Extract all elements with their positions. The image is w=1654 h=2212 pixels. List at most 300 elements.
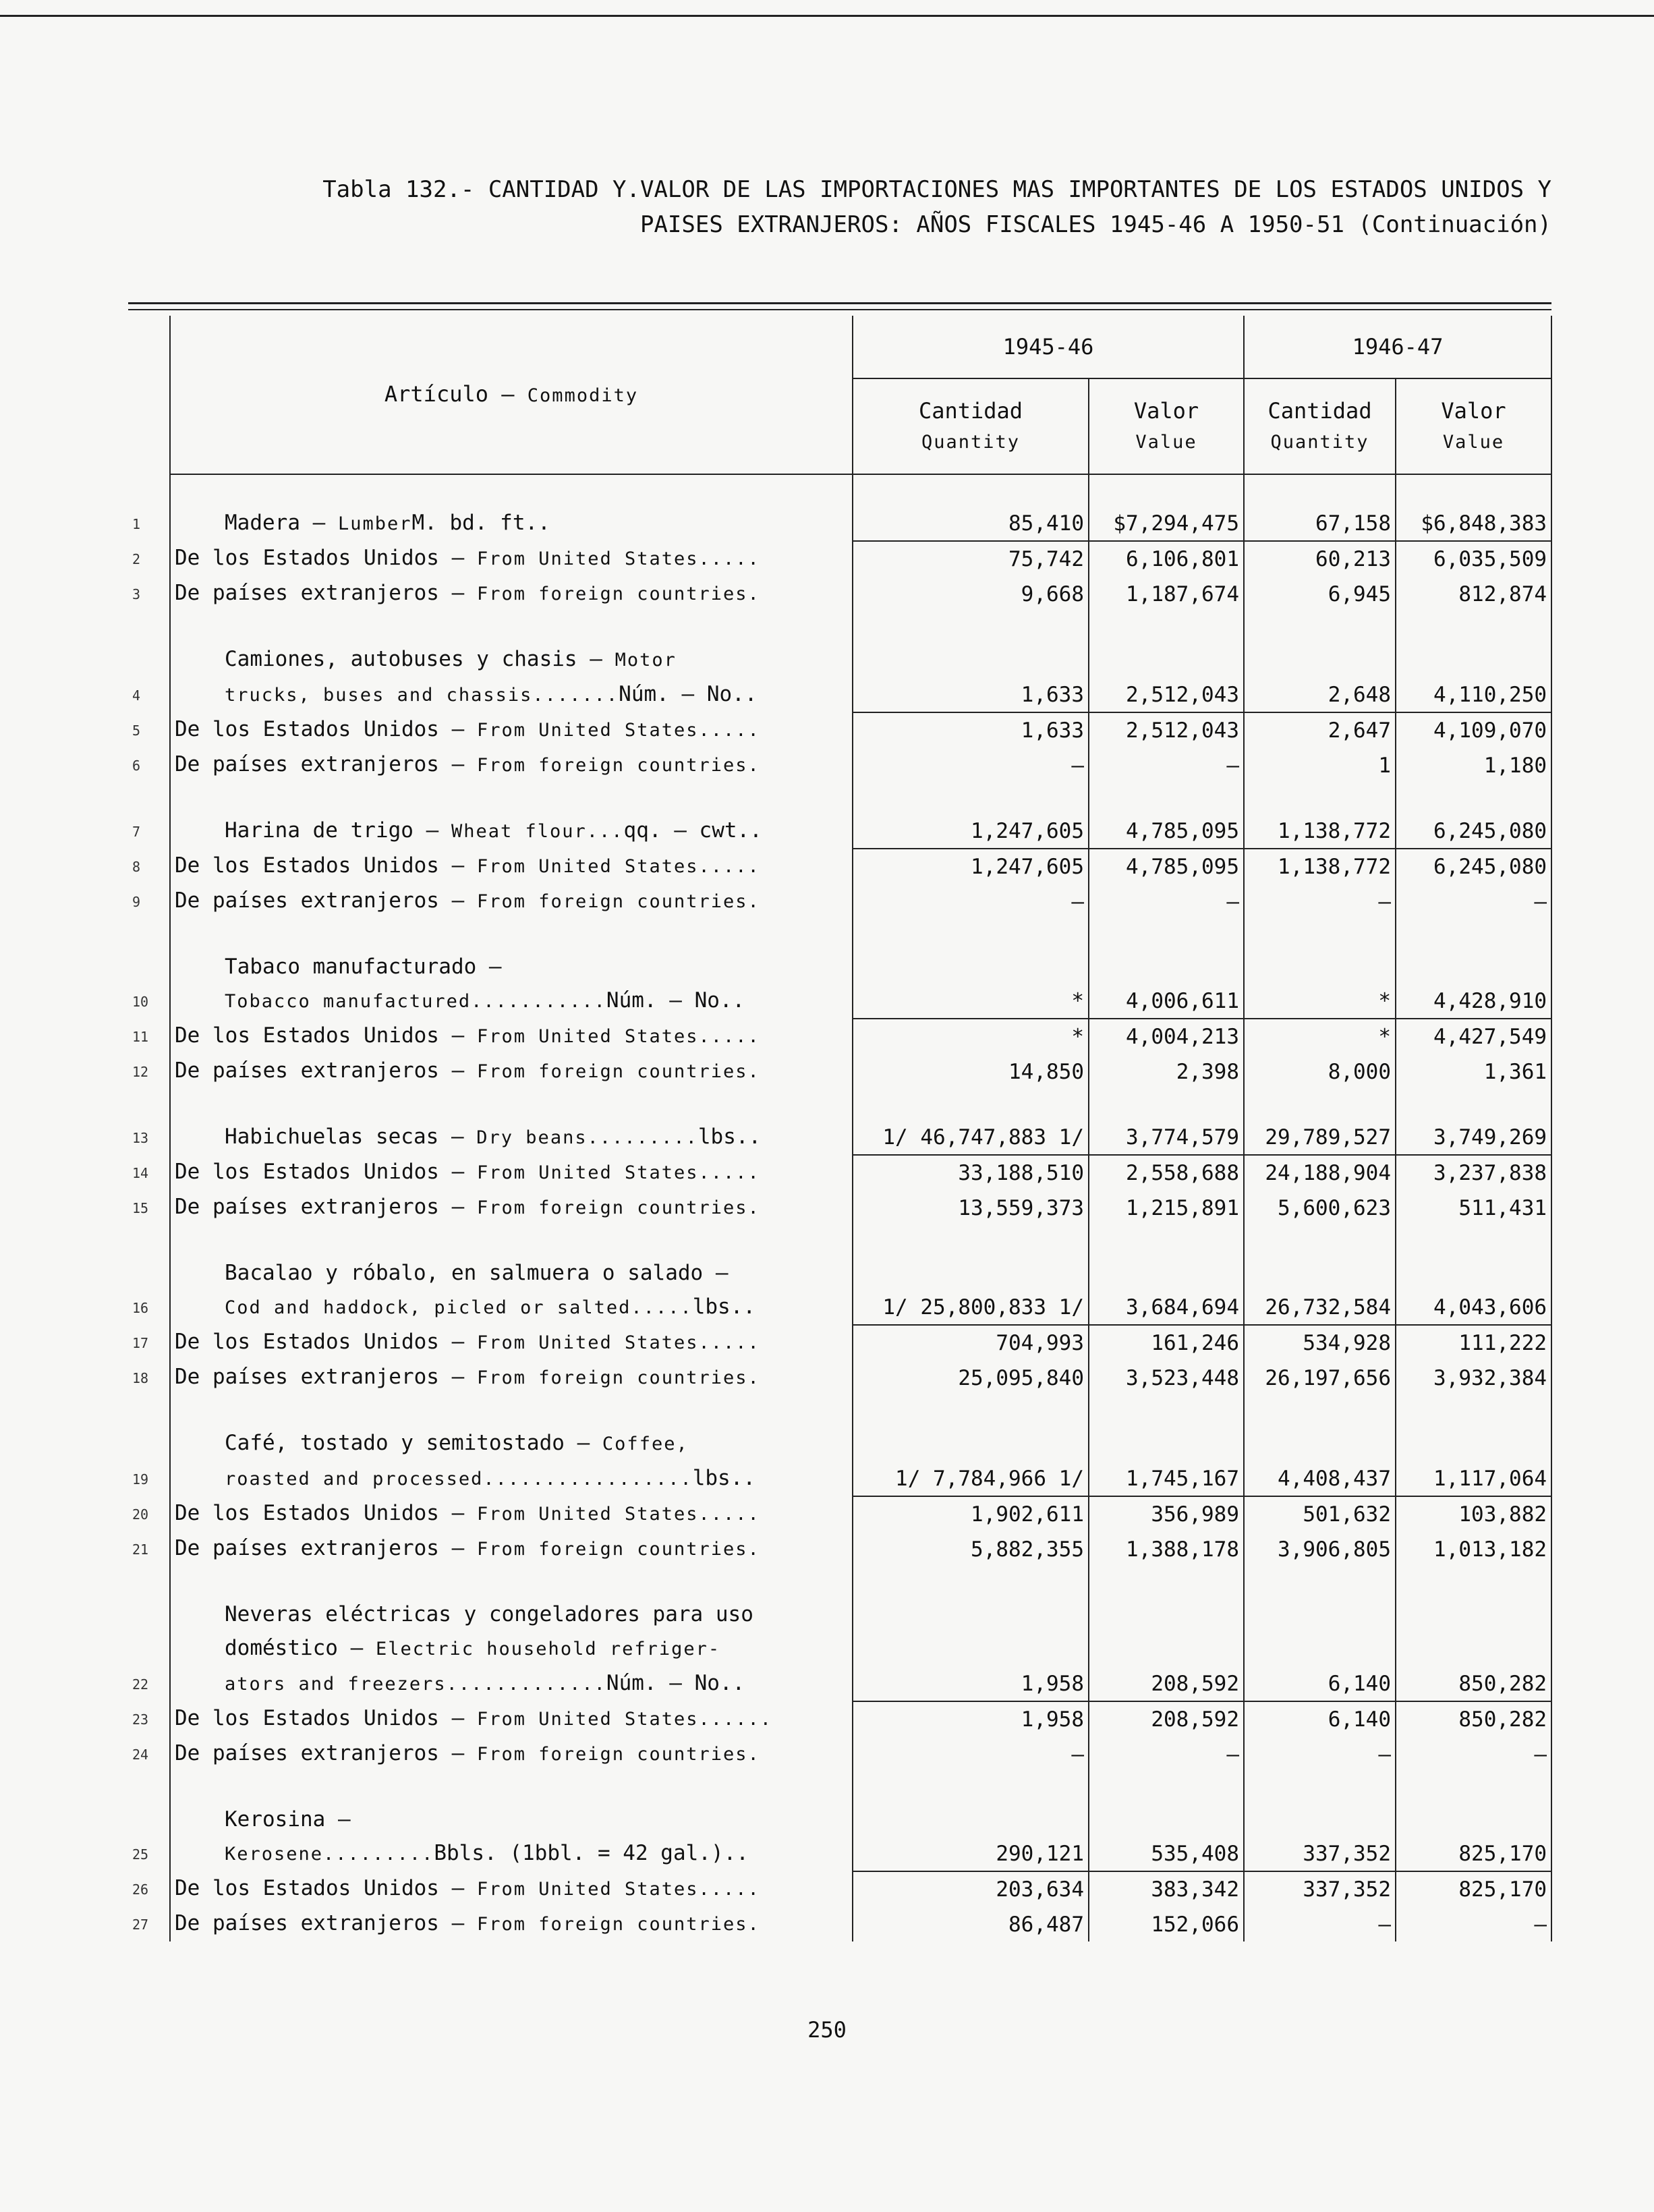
dash-separator: — bbox=[438, 1160, 477, 1184]
commodity-heading bbox=[170, 1631, 853, 1666]
commodity-label bbox=[170, 506, 853, 541]
origin-label bbox=[170, 1019, 853, 1054]
value-cell: 3,932,384 bbox=[1396, 1360, 1551, 1395]
value-cell: 2,398 bbox=[1089, 1054, 1244, 1089]
origin-name-es: De los Estados Unidos bbox=[175, 1501, 439, 1525]
origin-row bbox=[128, 1496, 1551, 1531]
line-number bbox=[128, 1631, 170, 1666]
origin-name-es: De países extranjeros bbox=[175, 1536, 439, 1560]
quantity-cell: 290,121 bbox=[853, 1836, 1089, 1871]
spacer-row bbox=[128, 611, 1551, 642]
table-top-rule bbox=[128, 302, 1551, 304]
origin-name-en: From United States..... bbox=[476, 1504, 760, 1525]
value-cell: 1,187,674 bbox=[1089, 576, 1244, 611]
quantity-cell: 8,000 bbox=[1244, 1054, 1396, 1089]
value-cell: — bbox=[1396, 1906, 1551, 1941]
commodity-heading bbox=[170, 642, 853, 677]
empty-cell bbox=[1396, 611, 1551, 642]
origin-row bbox=[128, 1736, 1551, 1771]
quantity-cell: 9,668 bbox=[853, 576, 1089, 611]
quantity-cell: 1,138,772 bbox=[1244, 849, 1396, 884]
quantity-cell: 85,410 bbox=[853, 506, 1089, 541]
quantity-cell: 501,632 bbox=[1244, 1496, 1396, 1531]
quantity-cell: 5,600,623 bbox=[1244, 1190, 1396, 1225]
empty-cell bbox=[1089, 1426, 1244, 1461]
dash-separator: — bbox=[577, 647, 615, 671]
value-cell: — bbox=[1396, 884, 1551, 919]
quantity-cell: 2,647 bbox=[1244, 712, 1396, 747]
spacer-cell bbox=[128, 1566, 170, 1597]
commodity-unit: lbs.. bbox=[692, 1466, 756, 1490]
quantity-header-2 bbox=[1244, 378, 1396, 474]
empty-cell bbox=[1089, 642, 1244, 677]
quantity-cell: 1,958 bbox=[853, 1666, 1089, 1701]
line-number: 22 bbox=[132, 1676, 149, 1693]
quantity-cell: 534,928 bbox=[1244, 1325, 1396, 1360]
value-cell: 1,745,167 bbox=[1089, 1461, 1244, 1496]
value-cell: — bbox=[1089, 747, 1244, 783]
commodity-heading-row bbox=[128, 1631, 1551, 1666]
line-number: 3 bbox=[132, 586, 141, 602]
line-number: 11 bbox=[132, 1029, 149, 1045]
quantity-cell: 1,633 bbox=[853, 677, 1089, 712]
commodity-label bbox=[170, 814, 853, 849]
dash-separator: — bbox=[413, 818, 451, 843]
quantity-cell: 1/ 25,800,833 1/ bbox=[853, 1290, 1089, 1325]
empty-cell bbox=[1396, 1566, 1551, 1597]
empty-cell bbox=[1244, 1426, 1396, 1461]
origin-name-es: De los Estados Unidos bbox=[175, 1706, 439, 1730]
dash-separator: — bbox=[337, 1636, 376, 1660]
dash-separator: — bbox=[438, 1195, 477, 1219]
value-cell: 4,428,910 bbox=[1396, 984, 1551, 1019]
value-cell: 208,592 bbox=[1089, 1666, 1244, 1701]
commodity-unit: M. bd. ft.. bbox=[411, 511, 550, 535]
commodity-heading bbox=[170, 1426, 853, 1461]
value-cell: 3,684,694 bbox=[1089, 1290, 1244, 1325]
quantity-header-1 bbox=[853, 378, 1089, 474]
spacer-row bbox=[128, 1225, 1551, 1256]
spacer-cell bbox=[128, 1771, 170, 1803]
commodity-total-row bbox=[128, 506, 1551, 541]
origin-label bbox=[170, 1871, 853, 1906]
empty-cell bbox=[853, 919, 1089, 950]
commodity-total-row bbox=[128, 677, 1551, 712]
origin-name-en: From United States..... bbox=[476, 548, 760, 569]
empty-cell bbox=[1244, 783, 1396, 814]
line-number-header-2 bbox=[128, 378, 170, 474]
commodity-name-es: Café, tostado y semitostado bbox=[225, 1431, 565, 1455]
commodity-name-en: Electric household refriger- bbox=[375, 1639, 721, 1660]
commodity-heading-row bbox=[128, 1803, 1551, 1836]
origin-row bbox=[128, 541, 1551, 576]
line-number: 5 bbox=[132, 722, 141, 739]
line-number bbox=[128, 1803, 170, 1836]
year-header-1946-47: 1946-47 bbox=[1244, 316, 1551, 378]
quantity-cell: * bbox=[853, 1019, 1089, 1054]
commodity-name-en: Dry beans......... bbox=[476, 1127, 698, 1148]
quantity-cell: 75,742 bbox=[853, 541, 1089, 576]
spacer-row bbox=[128, 1089, 1551, 1120]
commodity-unit: Núm. — No.. bbox=[606, 1671, 745, 1695]
line-number: 24 bbox=[132, 1747, 149, 1763]
empty-cell bbox=[1396, 1597, 1551, 1631]
value-cell: 161,246 bbox=[1089, 1325, 1244, 1360]
dash-separator: — bbox=[438, 1023, 477, 1048]
origin-row bbox=[128, 576, 1551, 611]
line-number: 16 bbox=[132, 1300, 149, 1316]
value-cell: 3,523,448 bbox=[1089, 1360, 1244, 1395]
quantity-cell: 203,634 bbox=[853, 1871, 1089, 1906]
line-number bbox=[128, 950, 170, 984]
origin-name-en: From United States..... bbox=[476, 1332, 760, 1353]
value-cell: 4,043,606 bbox=[1396, 1290, 1551, 1325]
commodity-name-es: Bacalao y róbalo, en salmuera o salado — bbox=[225, 1261, 729, 1285]
origin-row bbox=[128, 1531, 1551, 1566]
quantity-cell: 29,789,527 bbox=[1244, 1120, 1396, 1155]
dash-separator: — bbox=[438, 1501, 477, 1525]
quantity-cell: 337,352 bbox=[1244, 1871, 1396, 1906]
empty-cell bbox=[1396, 1395, 1551, 1426]
origin-name-en: From United States..... bbox=[476, 1026, 760, 1047]
empty-cell bbox=[1244, 642, 1396, 677]
origin-name-es: De los Estados Unidos bbox=[175, 546, 439, 570]
value-cell: $7,294,475 bbox=[1089, 506, 1244, 541]
origin-name-en: From United States..... bbox=[476, 720, 760, 741]
value-cell: 850,282 bbox=[1396, 1666, 1551, 1701]
commodity-total-row bbox=[128, 1290, 1551, 1325]
quantity-cell: 26,732,584 bbox=[1244, 1290, 1396, 1325]
origin-row bbox=[128, 1019, 1551, 1054]
origin-name-es: De los Estados Unidos bbox=[175, 1876, 439, 1900]
quantity-cell: 4,408,437 bbox=[1244, 1461, 1396, 1496]
empty-cell bbox=[853, 1803, 1089, 1836]
origin-name-es: De países extranjeros bbox=[175, 1365, 439, 1389]
empty-cell bbox=[853, 783, 1089, 814]
quantity-cell: — bbox=[853, 747, 1089, 783]
empty-cell bbox=[1089, 1089, 1244, 1120]
quantity-cell: 704,993 bbox=[853, 1325, 1089, 1360]
line-number: 18 bbox=[132, 1370, 149, 1386]
article-header bbox=[170, 316, 853, 474]
commodity-unit: qq. — cwt.. bbox=[623, 818, 762, 843]
commodity-label bbox=[170, 677, 853, 712]
commodity-heading-row bbox=[128, 1256, 1551, 1290]
spacer-row bbox=[128, 1771, 1551, 1803]
origin-name-en: From foreign countries. bbox=[476, 755, 760, 776]
empty-cell bbox=[1396, 642, 1551, 677]
spacer-cell bbox=[170, 1771, 853, 1803]
commodity-name-en: ators and freezers............. bbox=[225, 1674, 606, 1695]
origin-label bbox=[170, 1325, 853, 1360]
origin-row bbox=[128, 1360, 1551, 1395]
quantity-cell: 67,158 bbox=[1244, 506, 1396, 541]
value-cell: 103,882 bbox=[1396, 1496, 1551, 1531]
quantity-cell: — bbox=[1244, 1906, 1396, 1941]
dash-separator: — bbox=[438, 1365, 477, 1389]
origin-label bbox=[170, 849, 853, 884]
value-cell: 4,110,250 bbox=[1396, 677, 1551, 712]
commodity-name-es: Camiones, autobuses y chasis bbox=[225, 647, 577, 671]
value-cell: 3,237,838 bbox=[1396, 1155, 1551, 1190]
empty-cell bbox=[853, 1395, 1089, 1426]
dash-separator: — bbox=[438, 1706, 477, 1730]
commodity-name-en: Tobacco manufactured........... bbox=[225, 991, 606, 1012]
commodity-total-row bbox=[128, 814, 1551, 849]
value-cell: $6,848,383 bbox=[1396, 506, 1551, 541]
line-number: 19 bbox=[132, 1471, 149, 1487]
origin-label bbox=[170, 712, 853, 747]
spacer-cell bbox=[128, 1089, 170, 1120]
quantity-cell: 1/ 46,747,883 1/ bbox=[853, 1120, 1089, 1155]
value-cell: 1,361 bbox=[1396, 1054, 1551, 1089]
commodity-heading-row bbox=[128, 1426, 1551, 1461]
quantity-cell: — bbox=[853, 884, 1089, 919]
table-body bbox=[128, 474, 1551, 1941]
origin-row bbox=[128, 1325, 1551, 1360]
quantity-header-en: Quantity bbox=[921, 431, 1021, 453]
value-cell: — bbox=[1089, 1736, 1244, 1771]
empty-cell bbox=[1089, 950, 1244, 984]
quantity-cell: 1,633 bbox=[853, 712, 1089, 747]
line-number bbox=[128, 1426, 170, 1461]
empty-cell bbox=[1089, 1771, 1244, 1803]
line-number: 1 bbox=[132, 516, 141, 532]
line-number: 2 bbox=[132, 551, 141, 567]
line-number: 13 bbox=[132, 1130, 149, 1146]
spacer-cell bbox=[128, 1225, 170, 1256]
empty-cell bbox=[1244, 950, 1396, 984]
empty-cell bbox=[853, 950, 1089, 984]
empty-cell bbox=[853, 1089, 1089, 1120]
empty-cell bbox=[1244, 1803, 1396, 1836]
quantity-cell: * bbox=[1244, 1019, 1396, 1054]
commodity-name-es: Neveras eléctricas y congeladores para uso bbox=[225, 1602, 753, 1626]
commodity-total-row bbox=[128, 1120, 1551, 1155]
value-cell: 111,222 bbox=[1396, 1325, 1551, 1360]
value-cell: — bbox=[1089, 884, 1244, 919]
empty-cell bbox=[853, 474, 1089, 506]
value-cell: 3,749,269 bbox=[1396, 1120, 1551, 1155]
line-number: 4 bbox=[132, 687, 141, 704]
empty-cell bbox=[1396, 1089, 1551, 1120]
origin-name-es: De los Estados Unidos bbox=[175, 1160, 439, 1184]
origin-name-en: From foreign countries. bbox=[476, 1061, 760, 1082]
line-number: 8 bbox=[132, 859, 141, 875]
empty-cell bbox=[1396, 1256, 1551, 1290]
empty-cell bbox=[1396, 1803, 1551, 1836]
line-number: 17 bbox=[132, 1335, 149, 1351]
value-cell: 4,006,611 bbox=[1089, 984, 1244, 1019]
commodity-unit: Núm. — No.. bbox=[606, 988, 745, 1013]
line-number: 25 bbox=[132, 1846, 149, 1863]
origin-label bbox=[170, 1496, 853, 1531]
spacer-cell bbox=[128, 474, 170, 506]
quantity-cell: 1/ 7,784,966 1/ bbox=[853, 1461, 1089, 1496]
origin-row bbox=[128, 747, 1551, 783]
origin-label bbox=[170, 541, 853, 576]
quantity-cell: 2,648 bbox=[1244, 677, 1396, 712]
origin-name-en: From United States...... bbox=[476, 1709, 773, 1730]
origin-label bbox=[170, 1054, 853, 1089]
page-number: 250 bbox=[807, 2017, 847, 2043]
line-number: 12 bbox=[132, 1064, 149, 1080]
commodity-label bbox=[170, 1836, 853, 1871]
line-number: 10 bbox=[132, 994, 149, 1010]
empty-cell bbox=[1244, 474, 1396, 506]
quantity-cell: 60,213 bbox=[1244, 541, 1396, 576]
value-header-2 bbox=[1396, 378, 1551, 474]
spacer-cell bbox=[128, 919, 170, 950]
spacer-cell bbox=[170, 611, 853, 642]
empty-cell bbox=[1396, 474, 1551, 506]
commodity-unit: lbs.. bbox=[697, 1125, 762, 1149]
empty-cell bbox=[1244, 919, 1396, 950]
empty-cell bbox=[1244, 611, 1396, 642]
year-header-1945-46: 1945-46 bbox=[853, 316, 1244, 378]
origin-row bbox=[128, 849, 1551, 884]
commodity-label bbox=[170, 1290, 853, 1325]
value-cell: 1,388,178 bbox=[1089, 1531, 1244, 1566]
article-header-en: Commodity bbox=[527, 385, 639, 406]
commodity-name-en: trucks, buses and chassis....... bbox=[225, 685, 619, 706]
dash-separator: — bbox=[438, 1330, 477, 1354]
value-cell: 1,215,891 bbox=[1089, 1190, 1244, 1225]
commodity-name-es: Kerosina — bbox=[225, 1807, 351, 1832]
value-cell: 511,431 bbox=[1396, 1190, 1551, 1225]
line-number: 6 bbox=[132, 758, 141, 774]
commodity-name-en: Kerosene......... bbox=[225, 1844, 434, 1865]
origin-name-es: De países extranjeros bbox=[175, 1911, 439, 1935]
line-number: 27 bbox=[132, 1917, 149, 1933]
empty-cell bbox=[853, 1566, 1089, 1597]
value-cell: 825,170 bbox=[1396, 1871, 1551, 1906]
origin-name-es: De países extranjeros bbox=[175, 752, 439, 776]
empty-cell bbox=[1396, 1631, 1551, 1666]
origin-name-es: De países extranjeros bbox=[175, 1058, 439, 1083]
line-number: 15 bbox=[132, 1200, 149, 1216]
value-header-en: Value bbox=[1442, 431, 1505, 453]
empty-cell bbox=[1089, 611, 1244, 642]
dash-separator: — bbox=[438, 1741, 477, 1765]
value-cell: 1,013,182 bbox=[1396, 1531, 1551, 1566]
spacer-cell bbox=[128, 611, 170, 642]
origin-row bbox=[128, 1701, 1551, 1736]
empty-cell bbox=[1244, 1225, 1396, 1256]
origin-name-en: From United States..... bbox=[476, 1879, 760, 1900]
commodity-name-es: Habichuelas secas bbox=[225, 1125, 439, 1149]
line-number: 20 bbox=[132, 1506, 149, 1523]
commodity-heading bbox=[170, 950, 853, 984]
commodity-name-en: roasted and processed................. bbox=[225, 1469, 693, 1490]
value-cell: 4,427,549 bbox=[1396, 1019, 1551, 1054]
origin-label bbox=[170, 1190, 853, 1225]
commodity-total-row bbox=[128, 1666, 1551, 1701]
quantity-cell: — bbox=[1244, 1736, 1396, 1771]
dash-separator: — bbox=[438, 1125, 477, 1149]
line-number: 9 bbox=[132, 894, 141, 910]
quantity-cell: 3,906,805 bbox=[1244, 1531, 1396, 1566]
commodity-label bbox=[170, 1666, 853, 1701]
commodity-name-en: Coffee, bbox=[602, 1434, 689, 1454]
empty-cell bbox=[853, 1256, 1089, 1290]
origin-label bbox=[170, 1155, 853, 1190]
value-cell: 383,342 bbox=[1089, 1871, 1244, 1906]
empty-cell bbox=[1244, 1771, 1396, 1803]
dash-separator: — bbox=[438, 1058, 477, 1083]
dash-separator: — bbox=[564, 1431, 602, 1455]
origin-row bbox=[128, 712, 1551, 747]
spacer-cell bbox=[170, 1566, 853, 1597]
dash-separator: — bbox=[438, 717, 477, 741]
empty-cell bbox=[853, 1225, 1089, 1256]
commodity-name-en: Cod and haddock, picled or salted..... bbox=[225, 1297, 693, 1318]
spacer-cell bbox=[170, 783, 853, 814]
commodity-name-en: Lumber bbox=[337, 513, 412, 534]
empty-cell bbox=[853, 1426, 1089, 1461]
empty-cell bbox=[1089, 1631, 1244, 1666]
origin-name-en: From foreign countries. bbox=[476, 584, 760, 604]
quantity-cell: 1,138,772 bbox=[1244, 814, 1396, 849]
value-cell: — bbox=[1396, 1736, 1551, 1771]
spacer-cell bbox=[170, 1225, 853, 1256]
dash-separator: — bbox=[438, 1536, 477, 1560]
empty-cell bbox=[1396, 919, 1551, 950]
empty-cell bbox=[1244, 1395, 1396, 1426]
dash-separator: — bbox=[438, 546, 477, 570]
origin-label bbox=[170, 1531, 853, 1566]
value-cell: 4,004,213 bbox=[1089, 1019, 1244, 1054]
quantity-cell: * bbox=[853, 984, 1089, 1019]
origin-name-es: De países extranjeros bbox=[175, 1195, 439, 1219]
origin-label bbox=[170, 576, 853, 611]
commodity-name-en: Wheat flour... bbox=[451, 821, 624, 842]
origin-row bbox=[128, 1190, 1551, 1225]
origin-row bbox=[128, 884, 1551, 919]
value-cell: 1,180 bbox=[1396, 747, 1551, 783]
dash-separator: — bbox=[438, 581, 477, 605]
value-header-en: Value bbox=[1135, 431, 1197, 453]
quantity-cell: 1,958 bbox=[853, 1701, 1089, 1736]
origin-name-es: De países extranjeros bbox=[175, 1741, 439, 1765]
origin-name-en: From United States..... bbox=[476, 856, 760, 877]
origin-name-en: From foreign countries. bbox=[476, 1744, 760, 1765]
empty-cell bbox=[1089, 919, 1244, 950]
quantity-cell: 26,197,656 bbox=[1244, 1360, 1396, 1395]
value-cell: 152,066 bbox=[1089, 1906, 1244, 1941]
origin-row bbox=[128, 1155, 1551, 1190]
commodity-name-es: doméstico bbox=[225, 1636, 338, 1660]
quantity-cell: 14,850 bbox=[853, 1054, 1089, 1089]
commodity-heading bbox=[170, 1597, 853, 1631]
line-number bbox=[128, 1256, 170, 1290]
origin-label bbox=[170, 1736, 853, 1771]
value-header-es: Valor bbox=[1133, 397, 1199, 424]
value-cell: 6,106,801 bbox=[1089, 541, 1244, 576]
quantity-cell: 1 bbox=[1244, 747, 1396, 783]
line-number: 7 bbox=[132, 824, 141, 840]
spacer-cell bbox=[170, 474, 853, 506]
empty-cell bbox=[1089, 1256, 1244, 1290]
value-cell: 208,592 bbox=[1089, 1701, 1244, 1736]
empty-cell bbox=[1089, 1395, 1244, 1426]
commodity-heading-row bbox=[128, 1597, 1551, 1631]
line-number: 21 bbox=[132, 1541, 149, 1558]
spacer-cell bbox=[170, 1089, 853, 1120]
value-cell: 4,109,070 bbox=[1396, 712, 1551, 747]
spacer-cell bbox=[128, 783, 170, 814]
value-cell: 535,408 bbox=[1089, 1836, 1244, 1871]
